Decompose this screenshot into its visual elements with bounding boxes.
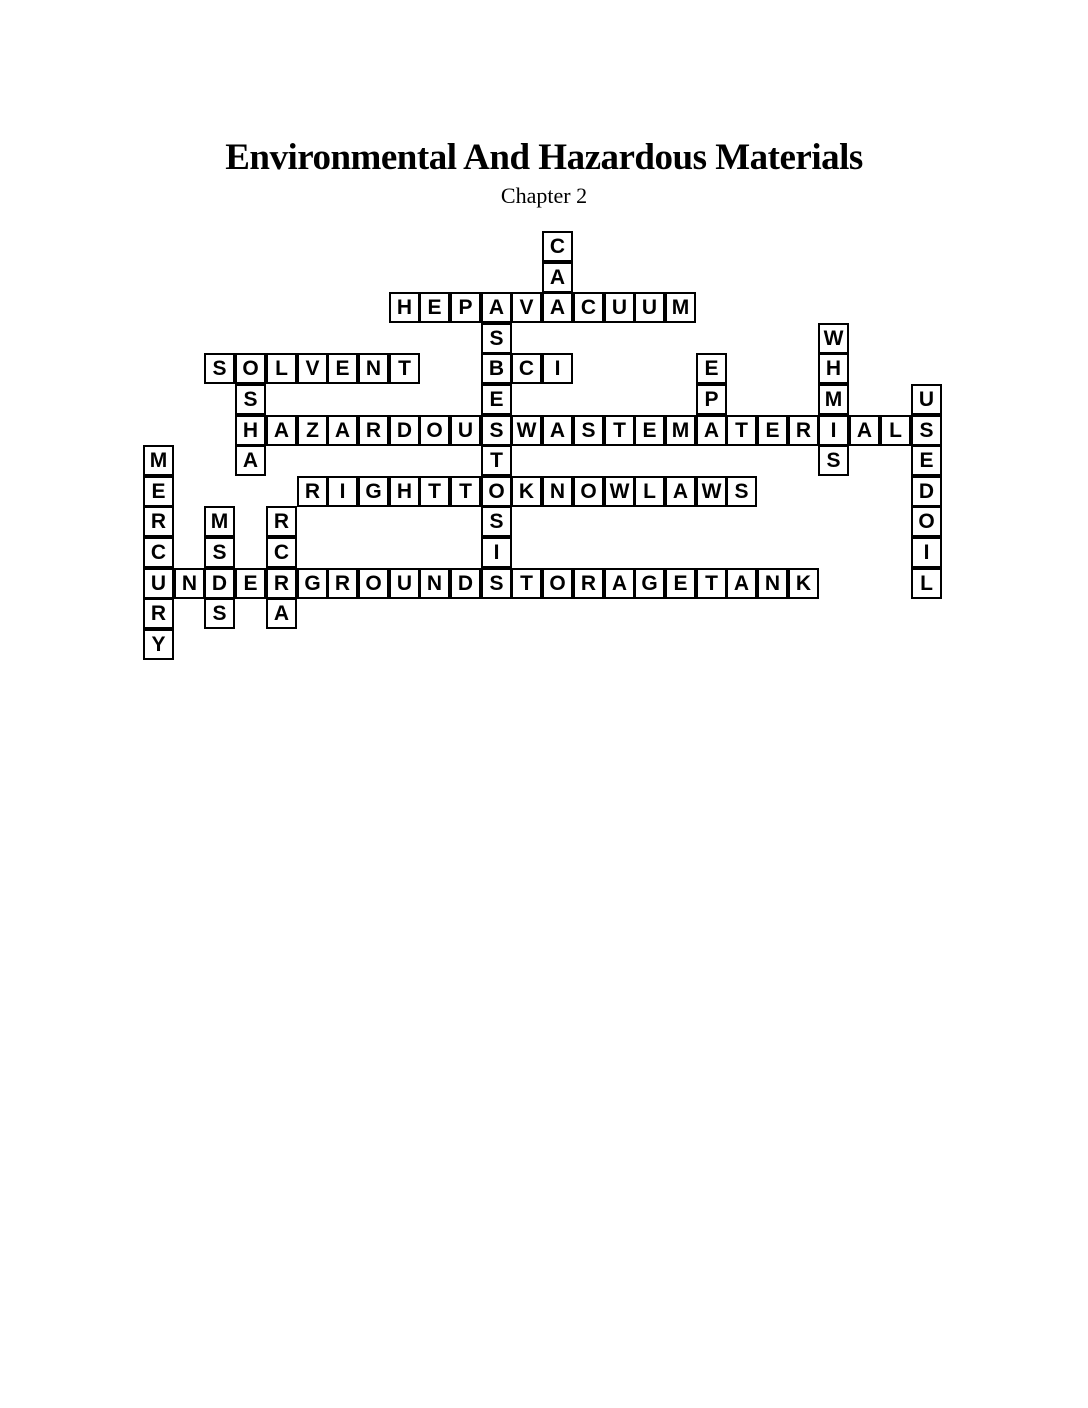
crossword-cell: E [235,568,266,599]
crossword-cell: S [235,384,266,415]
crossword-cell: R [358,415,389,446]
crossword-cell: O [481,476,512,507]
crossword-cell: W [511,415,542,446]
crossword-cell: T [604,415,635,446]
crossword-cell: S [573,415,604,446]
crossword-cell: U [389,568,420,599]
crossword-cell: M [204,506,235,537]
crossword-cell: G [297,568,328,599]
crossword-cell: R [788,415,819,446]
crossword-cell: Y [143,629,174,660]
crossword-cell: A [726,568,757,599]
crossword-cell: I [327,476,358,507]
crossword-cell: T [481,445,512,476]
crossword-cell: L [634,476,665,507]
crossword-cell: N [174,568,205,599]
crossword-cell: O [542,568,573,599]
crossword-cell: E [911,445,942,476]
crossword-cell: S [911,415,942,446]
crossword-cell: D [204,568,235,599]
crossword-cell: E [665,568,696,599]
crossword-cell: Z [297,415,328,446]
crossword-cell: G [358,476,389,507]
crossword-cell: I [911,537,942,568]
crossword-cell: U [450,415,481,446]
crossword-cell: S [204,598,235,629]
crossword-cell: D [450,568,481,599]
crossword-cell: S [481,415,512,446]
crossword-cell: I [481,537,512,568]
crossword-cell: R [143,506,174,537]
crossword-cell: H [818,353,849,384]
crossword-cell: R [573,568,604,599]
crossword-cell: C [266,537,297,568]
crossword-cell: S [204,537,235,568]
crossword-cell: M [665,415,696,446]
crossword-cell: E [634,415,665,446]
crossword-cell: C [143,537,174,568]
crossword-cell: E [757,415,788,446]
crossword-cell: C [542,231,573,262]
crossword-cell: B [481,353,512,384]
crossword-cell: K [788,568,819,599]
crossword-cell: U [604,292,635,323]
crossword-cell: N [419,568,450,599]
crossword-cell: R [143,598,174,629]
crossword-cell: A [327,415,358,446]
crossword-cell: O [573,476,604,507]
crossword-cell: S [726,476,757,507]
crossword-cell: A [542,415,573,446]
crossword-cell: E [481,384,512,415]
crossword-cell: A [266,415,297,446]
page-title: Environmental And Hazardous Materials [225,137,863,178]
crossword-cell: M [665,292,696,323]
crossword-cell: T [726,415,757,446]
crossword-cell: N [358,353,389,384]
crossword-cell: M [143,445,174,476]
crossword-cell: S [204,353,235,384]
crossword-cell: D [389,415,420,446]
crossword-cell: R [266,568,297,599]
crossword-cell: L [266,353,297,384]
crossword-cell: D [911,476,942,507]
crossword-cell: P [450,292,481,323]
crossword-cell: L [880,415,911,446]
crossword-cell: S [481,506,512,537]
crossword-cell: H [389,292,420,323]
crossword-cell: V [297,353,328,384]
crossword-cell: K [511,476,542,507]
crossword-cell: R [297,476,328,507]
page-subtitle: Chapter 2 [500,183,588,208]
crossword-cell: A [266,598,297,629]
crossword-cell: N [542,476,573,507]
crossword-cell: C [511,353,542,384]
crossword-cell: A [542,292,573,323]
crossword-cell: I [542,353,573,384]
crossword-cell: P [696,384,727,415]
crossword-cell: H [235,415,266,446]
crossword-cell: E [419,292,450,323]
crossword-cell: M [818,384,849,415]
crossword-cell: A [604,568,635,599]
crossword-cell: O [911,506,942,537]
crossword-cell: S [481,323,512,354]
crossword-cell: O [358,568,389,599]
crossword-cell: U [143,568,174,599]
crossword-cell: A [481,292,512,323]
crossword-cell: R [266,506,297,537]
crossword-cell: C [573,292,604,323]
crossword-cell: T [511,568,542,599]
crossword-cell: W [818,323,849,354]
crossword-cell: H [389,476,420,507]
crossword-cell: S [481,568,512,599]
crossword-cell: A [542,262,573,293]
crossword-cell: O [235,353,266,384]
crossword-cell: N [757,568,788,599]
crossword-cell: V [511,292,542,323]
crossword-cell: I [818,415,849,446]
crossword-cell: A [849,415,880,446]
crossword-cell: U [911,384,942,415]
crossword-cell: T [450,476,481,507]
crossword-cell: A [696,415,727,446]
crossword-cell: R [327,568,358,599]
crossword-cell: T [696,568,727,599]
crossword-cell: O [419,415,450,446]
crossword-cell: W [604,476,635,507]
crossword-cell: U [634,292,665,323]
crossword-cell: G [634,568,665,599]
crossword-cell: T [419,476,450,507]
crossword-cell: E [143,476,174,507]
crossword-cell: E [696,353,727,384]
crossword-cell: A [665,476,696,507]
crossword-cell: W [696,476,727,507]
crossword-cell: L [911,568,942,599]
crossword-cell: A [235,445,266,476]
crossword-cell: S [818,445,849,476]
crossword-cell: T [389,353,420,384]
crossword-cell: E [327,353,358,384]
